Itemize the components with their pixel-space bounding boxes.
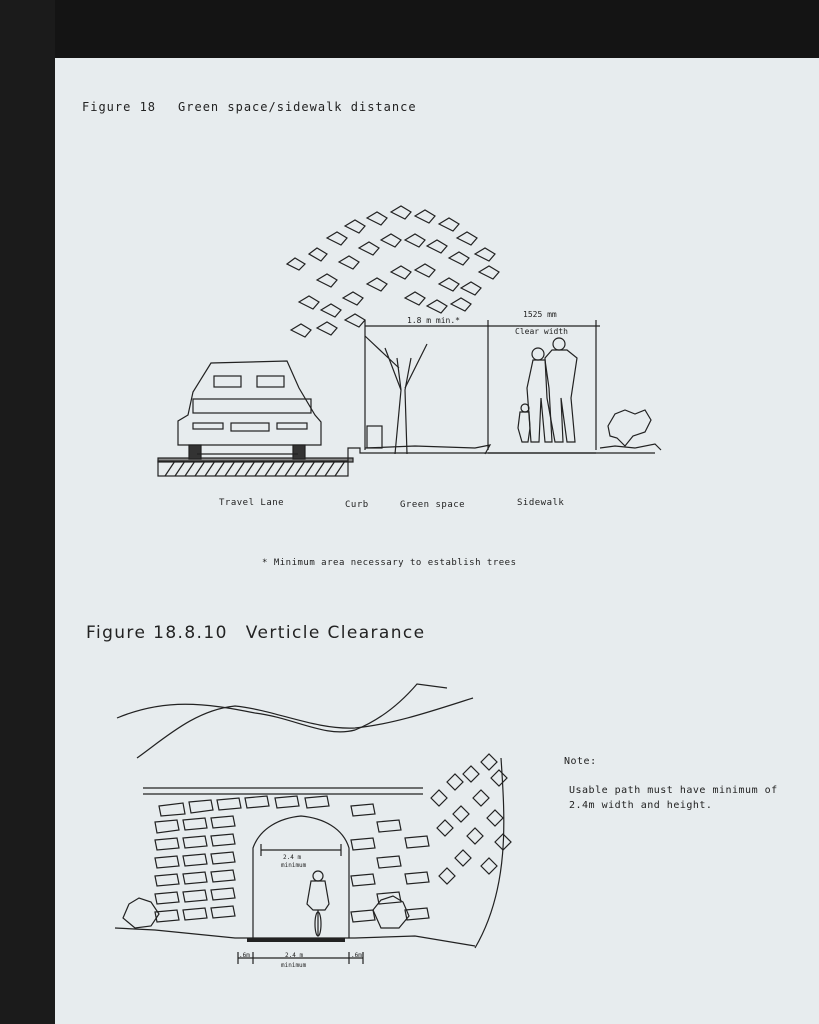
label-travel-lane: Travel Lane <box>219 498 285 508</box>
car-drawing <box>158 361 353 462</box>
scanner-left-border <box>0 0 55 1024</box>
width-dimension: 2.4 m <box>285 952 304 959</box>
figure-18-8-10-label: Figure 18.8.10 <box>86 623 228 643</box>
right-clearance-dimension: .6m <box>351 952 362 959</box>
left-clearance-dimension: .6m <box>239 952 250 959</box>
figure-18-title <box>82 100 417 114</box>
document-page <box>55 58 819 1024</box>
label-curb: Curb <box>345 500 369 510</box>
height-dimension: 2.4 m <box>283 854 302 861</box>
note-text: Usable path must have minimum of 2.4m width and height. <box>569 785 778 811</box>
sidewalk-dimension-sub: Clear width <box>515 327 568 336</box>
label-green-space: Green space <box>400 500 466 510</box>
note-heading: Note: <box>564 756 597 767</box>
figure-18-caption: Green space/sidewalk distance <box>178 100 417 114</box>
label-sidewalk: Sidewalk <box>517 498 565 508</box>
green-space-dimension: 1.8 m min.* <box>407 316 460 325</box>
width-dimension-sub: minimum <box>281 962 307 969</box>
figure-18-8-10-title <box>86 623 426 643</box>
ivy-foliage <box>431 754 511 948</box>
cyclist-drawing <box>307 871 329 936</box>
figure-18-8-10-caption: Verticle Clearance <box>245 623 426 643</box>
pedestrians-drawing <box>518 338 577 442</box>
height-dimension-sub: minimum <box>281 862 307 869</box>
line-drawings <box>55 58 819 1024</box>
hill-lines <box>117 684 473 758</box>
scanner-top-border <box>0 0 819 58</box>
figure-18-label: Figure 18 <box>82 100 157 114</box>
sidewalk-dimension: 1525 mm <box>523 310 557 319</box>
figure-18-footnote: * Minimum area necessary to establish trees <box>262 558 517 568</box>
tree-canopy <box>287 206 499 337</box>
